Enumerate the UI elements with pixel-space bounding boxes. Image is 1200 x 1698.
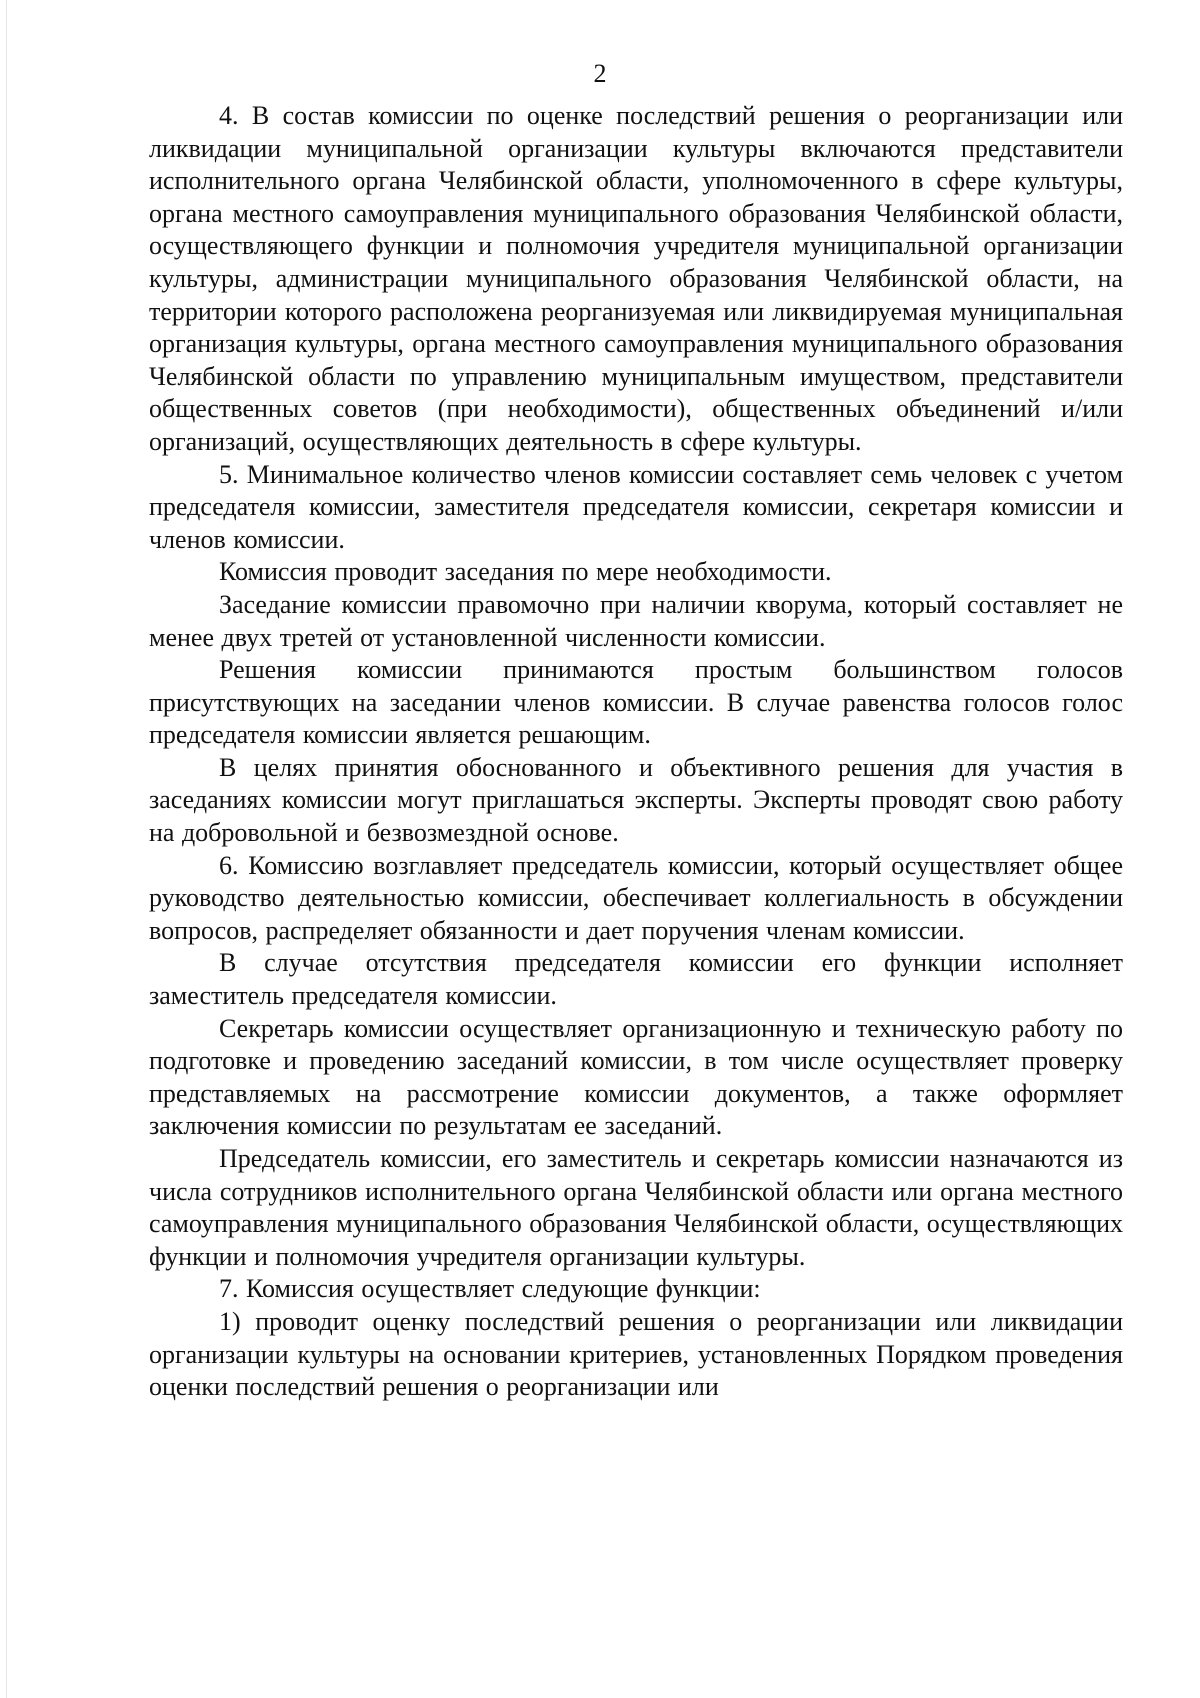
document-body: [149, 100, 1123, 1404]
paragraph-appointment: Председатель комиссии, его заместитель и секретарь комиссии назначаются из числа сотрудников исполнительного органа Челябинской области или органа местного самоуправления муниципального образования Челябинской области, осуществляющих функции и полномочия учредителя организации культуры.: [149, 1144, 1123, 1271]
paragraph-deputy: В случае отсутствия председателя комиссии его функции исполняет заместитель председателя комиссии.: [149, 948, 1123, 1011]
paragraph-secretary: Секретарь комиссии осуществляет организационную и техническую работу по подготовке и проведению заседаний комиссии, в том числе осуществляет проверку представляемых на рассмотрение комиссии документов, а также оформляет заключения комиссии по результатам ее заседаний.: [149, 1013, 1123, 1141]
page-number: 2: [593, 59, 607, 88]
paragraph-experts: В целях принятия обоснованного и объективного решения для участия в заседаниях комиссии могут приглашаться эксперты. Эксперты проводят свою работу на добровольной и безвозмездной основе.: [149, 752, 1123, 848]
paragraph-meetings: Комиссия проводит заседания по мере необходимости.: [219, 557, 832, 587]
paragraph-quorum: Заседание комиссии правомочно при наличии кворума, который составляет не менее двух третей от установленной численности комиссии.: [149, 589, 1123, 652]
paragraph-item-7: 7. Комиссия осуществляет следующие функции:: [219, 1274, 761, 1304]
paragraph-item-6: 6. Комиссию возглавляет председатель комиссии, который осуществляет общее руководство деятельностью комиссии, обеспечивает коллегиальность в обсуждении вопросов, распределяет обязанности и дает поручения членам комиссии.: [149, 850, 1123, 945]
paragraph-function-1: 1) проводит оценку последствий решения о реорганизации или ликвидации организации культуры на основании критериев, установленных Порядком проведения оценки последствий решения о реорганизации или: [149, 1306, 1123, 1402]
paragraph-item-5: 5. Минимальное количество членов комиссии составляет семь человек с учетом председателя комиссии, заместителя председателя комиссии, секретаря комиссии и членов комиссии.: [149, 459, 1123, 554]
paragraph-decisions: Решения комиссии принимаются простым большинством голосов присутствующих на заседании членов комиссии. В случае равенства голосов голос председателя комиссии является решающим.: [149, 655, 1123, 750]
scan-margin-line: [6, 0, 7, 1698]
paragraph-item-4: 4. В состав комиссии по оценке последствий решения о реорганизации или ликвидации муниципальной организации культуры включаются представители исполнительного органа Челябинской области, уполномоченного в сфере культуры, органа местного самоуправления муниципального образования Челябинской области, осуществляющего функции и полномочия учредителя муниципальной организации культуры, администрации муниципального образования Челябинской области, на территории которого расположена реорганизуемая или ликвидируемая муниципальная организация культуры, органа местного самоуправления муниципального образования Челябинской области по управлению муниципальным имуществом, представители общественных советов (при необходимости), общественных объединений и/или организаций, осуществляющих деятельность в сфере культуры.: [149, 101, 1123, 456]
